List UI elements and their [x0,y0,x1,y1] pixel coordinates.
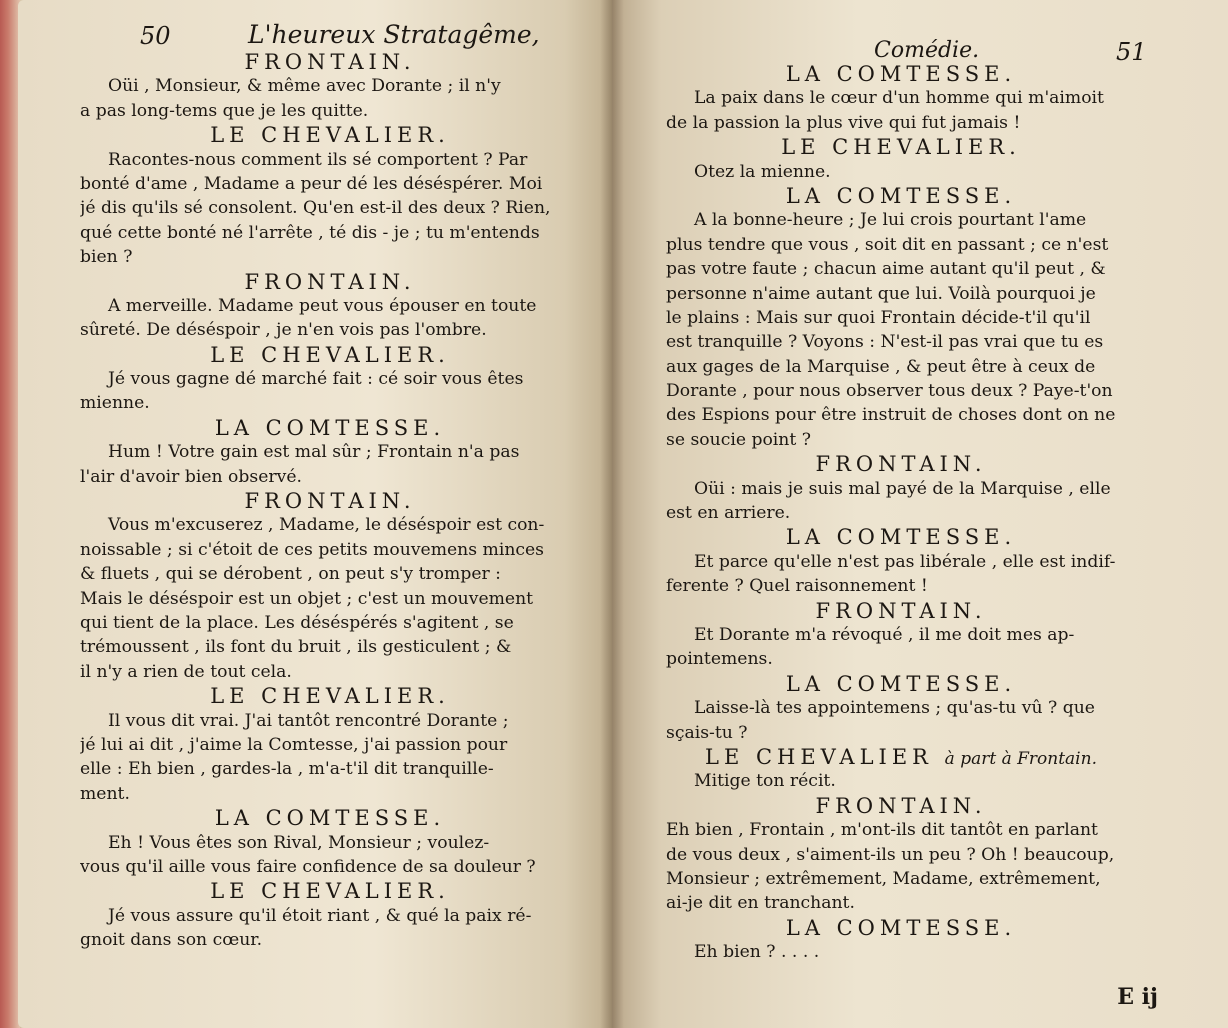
text-line: gnoit dans son cœur. [80,930,263,951]
left-page-text [80,50,580,952]
speaker-heading: LA COMTESSE. [214,806,446,831]
text-line: sûreté. De déséspoir , je n'en vois pas l'ombre. [80,320,487,341]
text-line: sçais-tu ? [666,722,748,743]
text-line: Mais le déséspoir est un objet ; c'est un mouvement [80,588,534,609]
text-line: Il vous dit vrai. J'ai tantôt rencontré Dorante ; [108,710,509,731]
text-line: Et Dorante m'a révoqué , il me doit mes ap- [694,624,1075,645]
text-line: Monsieur ; extrêmement, Madame, extrêmement, [666,868,1101,889]
speaker-heading: LE CHEVALIER. [781,135,1021,160]
speaker-heading [666,745,1136,769]
text-line: Jé vous gagne dé marché fait : cé soir vous êtes [108,369,524,390]
text-line: l'air d'avoir bien observé. [80,466,302,487]
text-line: ai-je dit en tranchant. [666,893,855,914]
text-line: est en arriere. [666,503,791,524]
running-title-right: Comédie. [874,38,980,63]
text-line: Laisse-là tes appointemens ; qu'as-tu vû ? que [694,698,1095,719]
speaker-heading: FRONTAIN. [244,489,416,514]
text-line: La paix dans le cœur d'un homme qui m'aimoit [694,88,1104,109]
right-page-text [666,62,1136,964]
text-line: Oüi : mais je suis mal payé de la Marquise , elle [694,478,1111,499]
speaker-heading: LA COMTESSE. [785,62,1017,86]
speaker-name: LE CHEVALIER [705,744,933,769]
text-line: personne n'aime autant que lui. Voilà pourquoi je [666,283,1096,304]
text-line: de la passion la plus vive qui fut jamais ! [666,112,1021,133]
text-line: Eh bien , Frontain , m'ont-ils dit tantôt en parlant [666,820,1098,841]
speaker-heading: FRONTAIN. [244,269,416,294]
speaker-heading: LE CHEVALIER. [210,342,450,367]
text-line: ferente ? Quel raisonnement ! [666,576,928,597]
page-edge [0,0,20,1028]
text-line: se soucie point ? [666,429,811,450]
text-line: Jé vous assure qu'il étoit riant , & qué la paix ré- [108,905,532,926]
text-line: pointemens. [666,649,773,670]
text-line: pas votre faute ; chacun aime autant qu'il peut , & [666,259,1106,280]
text-line: il n'y a rien de tout cela. [80,661,292,682]
text-line: Mitige ton récit. [694,771,836,792]
speaker-heading: LA COMTESSE. [785,183,1017,208]
speaker-heading: FRONTAIN. [815,793,987,818]
text-line: qui tient de la place. Les déséspérés s'agitent , se [80,612,514,633]
text-line: noissable ; si c'étoit de ces petits mouvemens minces [80,539,545,560]
speaker-heading: LE CHEVALIER. [210,684,450,709]
text-line: plus tendre que vous , soit dit en passant ; ce n'est [666,234,1109,255]
speaker-heading: LA COMTESSE. [214,415,446,440]
text-line: qué cette bonté né l'arrête , té dis - je ; tu m'entends [80,222,540,243]
text-line: Vous m'excuserez , Madame, le déséspoir est con- [108,515,545,536]
text-line: & fluets , qui se dérobent , on peut s'y tromper : [80,564,501,585]
left-page [18,0,612,1028]
speaker-heading: LA COMTESSE. [785,915,1017,940]
text-line: Otez la mienne. [694,161,831,182]
page-number-right: 51 [1116,38,1147,66]
text-line: aux gages de la Marquise , & peut être à ceux de [666,356,1096,377]
text-line: est tranquille ? Voyons : N'est-il pas vrai que tu es [666,332,1104,353]
text-line: mienne. [80,393,150,414]
text-line: jé dis qu'ils sé consolent. Qu'en est-il des deux ? Rien, [80,198,551,219]
text-line: Oüi , Monsieur, & même avec Dorante ; il n'y [108,76,501,97]
text-line: elle : Eh bien , gardes-la , m'a-t'il dit tranquille- [80,759,494,780]
text-line: le plains : Mais sur quoi Frontain décide-t'il qu'il [666,307,1091,328]
text-line: des Espions pour être instruit de choses dont on ne [666,405,1116,426]
text-line: Dorante , pour nous observer tous deux ? Paye-t'on [666,381,1113,402]
text-line: a pas long-tems que je les quitte. [80,100,369,121]
text-line: Et parce qu'elle n'est pas libérale , elle est indif- [694,551,1116,572]
text-line: bien ? [80,247,133,268]
text-line: A merveille. Madame peut vous épouser en toute [108,295,537,316]
speaker-heading: LA COMTESSE. [785,525,1017,550]
speaker-heading: FRONTAIN. [815,452,987,477]
stage-direction: à part à Frontain. [944,748,1097,769]
text-line: jé lui ai dit , j'aime la Comtesse, j'ai passion pour [80,734,508,755]
book-gutter [600,0,624,1028]
text-line: bonté d'ame , Madame a peur dé les déséspérer. Moi [80,173,543,194]
text-line: ment. [80,783,130,804]
signature-mark: E ij [1117,984,1158,1010]
text-line: Racontes-nous comment ils sé comportent ? Par [108,149,528,170]
text-line: de vous deux , s'aiment-ils un peu ? Oh ! beaucoup, [666,844,1115,865]
speaker-heading: LE CHEVALIER. [210,123,450,148]
speaker-heading: FRONTAIN. [815,598,987,623]
running-title-left: L'heureux Stratagême, [248,20,540,49]
text-line: trémoussent , ils font du bruit , ils gesticulent ; & [80,637,512,658]
right-page [612,0,1228,1028]
text-line: Eh ! Vous êtes son Rival, Monsieur ; voulez- [108,832,490,853]
speaker-heading: FRONTAIN. [244,50,416,74]
text-line: Eh bien ? . . . . [694,942,820,963]
speaker-heading: LA COMTESSE. [785,671,1017,696]
text-line: A la bonne-heure ; Je lui crois pourtant l'ame [694,210,1087,231]
page-number-left: 50 [140,22,171,50]
text-line: Hum ! Votre gain est mal sûr ; Frontain n'a pas [108,442,520,463]
text-line: vous qu'il aille vous faire confidence de sa douleur ? [80,856,536,877]
speaker-heading: LE CHEVALIER. [210,879,450,904]
